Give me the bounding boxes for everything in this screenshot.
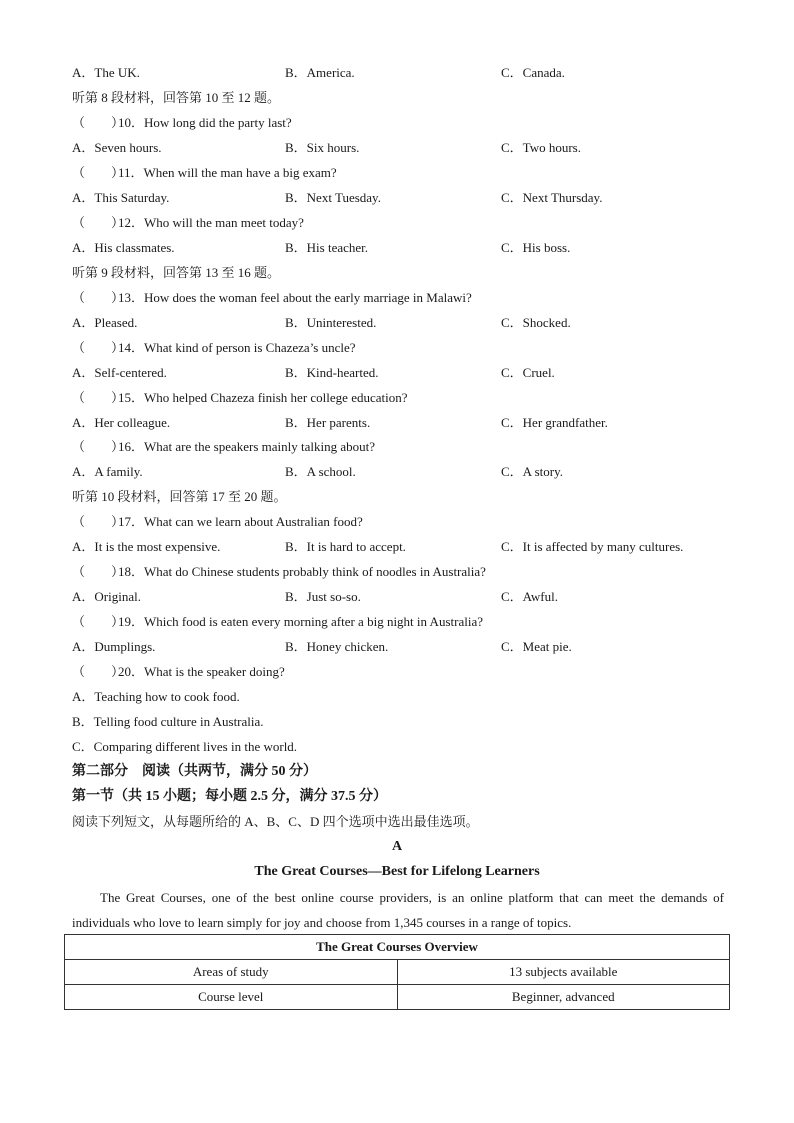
table-row [65, 985, 730, 1010]
option-a: A．Her colleague. [72, 415, 171, 430]
options-row-17 [72, 537, 732, 557]
option-a: A．It is the most expensive. [72, 539, 221, 554]
question-text: 17．What can we learn about Australian food? [118, 514, 363, 529]
answer-blank: （ ） [72, 614, 125, 629]
answer-blank: （ ） [72, 390, 125, 405]
options-row-14 [72, 363, 732, 383]
options-row-13 [72, 313, 732, 333]
question-14 [72, 338, 356, 358]
reading-instruction: 阅读下列短文，从每题所给的 A、B、C、D 四个选项中选出最佳选项。 [72, 814, 479, 829]
answer-blank: （ ） [72, 664, 125, 679]
question-text: 20．What is the speaker doing? [118, 664, 285, 679]
question-text: 14．What kind of person is Chazeza’s uncle? [118, 340, 356, 355]
question-text: 13．How does the woman feel about the early marriage in Malawi? [118, 290, 472, 305]
question-18 [72, 562, 486, 582]
question-10 [72, 113, 292, 133]
question-text: 12．Who will the man meet today? [118, 215, 304, 230]
course-overview-table [64, 934, 730, 1010]
option-a: A．Dumplings. [72, 639, 156, 654]
option-a: A．The UK. [72, 65, 140, 80]
options-row-11 [72, 188, 732, 208]
question-20 [72, 662, 285, 682]
option-a: A．Pleased. [72, 315, 138, 330]
question-17 [72, 512, 363, 532]
option-c: C．Her grandfather. [501, 415, 608, 430]
answer-blank: （ ） [72, 514, 125, 529]
question-text: 16．What are the speakers mainly talking about? [118, 439, 376, 454]
table-title-row [65, 935, 730, 960]
option-b: B．Next Tuesday. [285, 190, 381, 205]
question-16 [72, 437, 375, 457]
option-b: B．America. [285, 65, 355, 80]
option-c: C．Shocked. [501, 315, 571, 330]
option-c: C．Next Thursday. [501, 190, 603, 205]
option-a: A．Original. [72, 589, 141, 604]
table-title: The Great Courses Overview [65, 935, 730, 960]
answer-blank: （ ） [72, 115, 125, 130]
question-text: 11．When will the man have a big exam? [118, 165, 337, 180]
option-20-b: B．Telling food culture in Australia. [72, 714, 264, 729]
option-b: B．Her parents. [285, 415, 371, 430]
option-c: C．Awful. [501, 589, 558, 604]
options-row-12 [72, 238, 732, 258]
option-c: C．It is affected by many cultures. [501, 539, 684, 554]
passage-paragraph: The Great Courses, one of the best online course providers, is an online platform that can meet the demands of individuals who love to learn simply for joy and choose from 1,345 courses in a range of topics. [72, 890, 724, 930]
question-13 [72, 288, 472, 308]
option-a: A．His classmates. [72, 240, 175, 255]
table-row [65, 960, 730, 985]
table-cell: Course level [65, 985, 398, 1010]
options-row-10 [72, 138, 732, 158]
question-15 [72, 388, 408, 408]
option-c: C．A story. [501, 464, 563, 479]
section-instruction-8: 听第 8 段材料，回答第 10 至 12 题。 [72, 90, 281, 105]
passage-letter: A [391, 839, 403, 854]
options-row-15 [72, 413, 732, 433]
section1-heading: 第一节（共 15 小题；每小题 2.5 分，满分 37.5 分） [72, 789, 387, 804]
question-12 [72, 213, 304, 233]
options-row-19 [72, 637, 732, 657]
options-row-18 [72, 587, 732, 607]
option-a: A．Self-centered. [72, 365, 167, 380]
option-b: B．Uninterested. [285, 315, 377, 330]
option-c: C．Cruel. [501, 365, 555, 380]
option-c: C．Two hours. [501, 140, 581, 155]
question-text: 15．Who helped Chazeza finish her college education? [118, 390, 408, 405]
option-b: B．Honey chicken. [285, 639, 389, 654]
section-instruction-10: 听第 10 段材料，回答第 17 至 20 题。 [72, 489, 287, 504]
option-b: B．His teacher. [285, 240, 369, 255]
passage-title: The Great Courses—Best for Lifelong Learners [254, 864, 540, 879]
question-19 [72, 612, 483, 632]
option-c: C．His boss. [501, 240, 571, 255]
options-row-16 [72, 462, 732, 482]
option-b: B．A school. [285, 464, 356, 479]
part2-heading: 第二部分 阅读（共两节，满分 50 分） [72, 764, 317, 779]
option-a: A．Seven hours. [72, 140, 162, 155]
section-instruction-9: 听第 9 段材料，回答第 13 至 16 题。 [72, 265, 281, 280]
option-b: B．Six hours. [285, 140, 360, 155]
options-row-9 [72, 63, 732, 83]
question-text: 19．Which food is eaten every morning after a big night in Australia? [118, 614, 483, 629]
table-cell: Beginner, advanced [397, 985, 730, 1010]
answer-blank: （ ） [72, 340, 125, 355]
question-text: 18．What do Chinese students probably think of noodles in Australia? [118, 564, 486, 579]
table-cell: 13 subjects available [397, 960, 730, 985]
answer-blank: （ ） [72, 439, 125, 454]
option-b: B．Kind-hearted. [285, 365, 379, 380]
table-cell: Areas of study [65, 960, 398, 985]
option-a: A．This Saturday. [72, 190, 170, 205]
option-b: B．It is hard to accept. [285, 539, 406, 554]
answer-blank: （ ） [72, 290, 125, 305]
answer-blank: （ ） [72, 215, 125, 230]
option-c: C．Meat pie. [501, 639, 572, 654]
answer-blank: （ ） [72, 165, 125, 180]
question-11 [72, 163, 337, 183]
option-b: B．Just so-so. [285, 589, 361, 604]
option-20-a: A．Teaching how to cook food. [72, 689, 240, 704]
option-c: C．Canada. [501, 65, 565, 80]
answer-blank: （ ） [72, 564, 125, 579]
option-20-c: C．Comparing different lives in the world. [72, 739, 298, 754]
option-a: A．A family. [72, 464, 143, 479]
question-text: 10．How long did the party last? [118, 115, 292, 130]
